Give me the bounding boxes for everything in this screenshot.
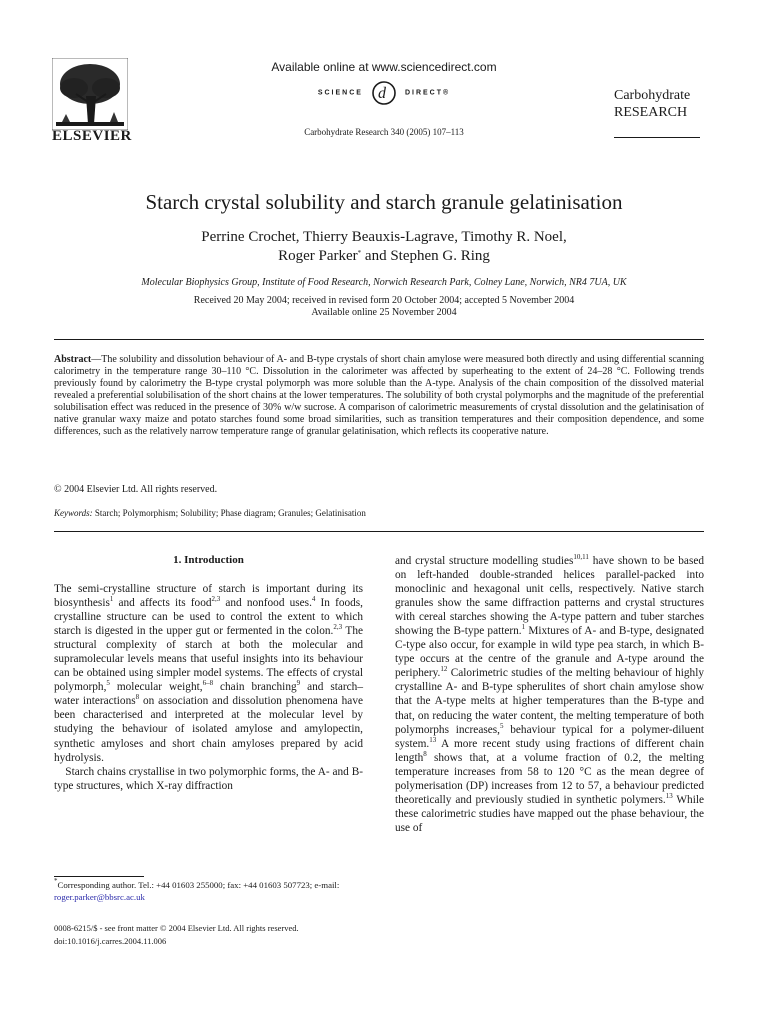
intro-paragraph-1 — [54, 582, 363, 765]
journal-citation: Carbohydrate Research 340 (2005) 107–113 — [304, 127, 464, 137]
citation-ref[interactable]: 2,3 — [333, 623, 343, 632]
authors-line-2 — [0, 248, 768, 265]
available-online-notice: Available online at www.sciencedirect.com — [271, 60, 497, 74]
citation-ref[interactable]: 5 — [499, 721, 504, 730]
paragraph-text-run: Mixtures of A- and B-type, designated C-type also occur, for example in wild type pea starch, in which B-type occurs at the centre of the granule and A-type around the periphery. — [395, 625, 704, 680]
paragraph-text-run: While these calorimetric studies have mapped out the phase behaviour, the use of — [395, 793, 704, 834]
citation-ref[interactable]: 10,11 — [573, 553, 589, 561]
abstract — [54, 354, 704, 438]
received-dates: Received 20 May 2004; received in revised form 20 October 2004; accepted 5 November 2004 — [193, 295, 575, 306]
corresponding-mark: * — [357, 249, 362, 257]
paragraph-text-run: and crystal structure modelling studies — [395, 555, 574, 567]
footnote-text: Corresponding author. Tel.: +44 01603 255000; fax: +44 01603 507723; e-mail: — [57, 880, 340, 890]
paragraph-text-run: on association and dissolution phenomena have been characterised and interpreted at the molecular level by studying the behaviour of isolated amylose and amylopectin, synthetic amyloses and short chain amyloses prepared by acid hydrolysis. — [54, 695, 363, 764]
paragraph-text-run: shows that, at a volume fraction of 0.2, the melting temperature increases from 58 to 120 °C as the mean degree of polymerisation (DP) increases from 12 to 57, a behaviour predicted theoretically and previously studied in synthetic polymers. — [395, 751, 704, 806]
footnote-mark: * — [54, 877, 58, 885]
paragraph-text-run: The structural complexity of starch at both the molecular and supramolecular levels means that useful insights into its behaviour can be obtained using simpler model systems. The effects of crystal polymorph, — [54, 625, 363, 694]
citation-ref[interactable]: 9 — [296, 679, 301, 688]
intro-paragraph-2: Starch chains crystallise in two polymorphic forms, the A- and B-type structures, which X-ray diffraction — [54, 765, 363, 792]
svg-text:d: d — [377, 85, 386, 102]
paragraph-text-run: Calorimetric studies of the melting behaviour of highly crystalline A- and B-type spherulites of short chain amylose show that the A-type melts at higher temperatures than the B-type and that, on reducing the water content, the melting temperature of both polymorphs increases, — [395, 667, 704, 736]
paragraph-text-run: molecular weight, — [109, 681, 203, 694]
journal-name — [614, 87, 690, 121]
footnote-rule — [54, 876, 144, 877]
publisher-name: ELSEVIER — [52, 128, 132, 144]
citation-ref[interactable]: 1 — [109, 595, 114, 604]
citation-ref[interactable]: 13 — [665, 791, 673, 800]
author-email-link[interactable]: roger.parker@bbsrc.ac.uk — [54, 891, 145, 902]
journal-name-line2: RESEARCH — [614, 105, 688, 120]
citation-ref[interactable]: 12 — [440, 665, 448, 674]
citation-ref[interactable]: 1 — [521, 623, 526, 632]
section-heading: 1. Introduction — [173, 554, 244, 566]
citation-ref[interactable]: 8 — [423, 749, 427, 758]
abstract-copyright: © 2004 Elsevier Ltd. All rights reserved. — [54, 484, 218, 495]
corresponding-author-footnote — [54, 877, 363, 903]
paragraph-text-run: have shown to be based on left-handed double-stranded helices parallel-packed into monoclinic and hexagonal unit cells, respectively. Native starch granules show the same diffraction patterns and crystal structures with cereal starches showing the A-type pattern and tuber starches showing the B-type pattern. — [395, 555, 705, 638]
citation-ref[interactable]: 5 — [106, 679, 110, 688]
keywords-text: Starch; Polymorphism; Solubility; Phase diagram; Granules; Gelatinisation — [92, 508, 366, 518]
paragraph-text-run: In foods, crystalline structure can be used to control the extent to which starch is digested in the upper gut or fermented in the colon. — [54, 597, 363, 638]
citation-ref[interactable]: 13 — [429, 735, 437, 744]
doi-line: doi:10.1016/j.carres.2004.11.006 — [54, 936, 167, 946]
journal-name-line1: Carbohydrate — [614, 88, 691, 103]
registered-mark: ® — [443, 89, 451, 97]
keywords — [54, 508, 366, 518]
abstract-top-rule — [54, 339, 704, 340]
article-title: Starch crystal solubility and starch granule gelatinisation — [145, 190, 623, 214]
paragraph-text-run: chain branching — [213, 681, 297, 694]
author-affiliation: Molecular Biophysics Group, Institute of Food Research, Norwich Research Park, Colney Lane, Norwich, NR4 7UA, UK — [141, 277, 627, 288]
paragraph-text-run: The semi-crystalline structure of starch is important during its biosynthesis — [54, 583, 363, 610]
abstract-label: Abstract — [54, 354, 92, 365]
paragraph-text-run: behaviour typical for a polymer-diluent system. — [395, 723, 705, 750]
keywords-bottom-rule — [54, 531, 704, 532]
sciencedirect-at-icon — [369, 80, 399, 106]
paragraph-text-run: and starch–water interactions — [54, 681, 363, 708]
author-corresponding: Roger Parker — [278, 248, 358, 264]
author-last: and Stephen G. Ring — [361, 248, 490, 264]
authors-line-1: Perrine Crochet, Thierry Beauxis-Lagrave, Timothy R. Noel, — [201, 229, 567, 245]
citation-ref[interactable]: 2,3 — [211, 595, 221, 604]
intro-paragraph-continued — [395, 554, 704, 835]
available-online-date: Available online 25 November 2004 — [311, 307, 457, 318]
sciencedirect-left-word: SCIENCE — [317, 89, 363, 97]
paragraph-text-run: and nonfood uses. — [220, 597, 312, 610]
sciencedirect-right-word: DIRECT — [404, 89, 443, 97]
paragraph-text-run: A more recent study using fractions of different chain length — [395, 737, 704, 764]
journal-name-rule — [614, 137, 700, 138]
paragraph-text-run: and affects its food — [113, 597, 212, 610]
abstract-text: —The solubility and dissolution behaviour of A- and B-type crystals of short chain amylose were measured both directly and using differential scanning calorimetry in the temperature range 30–110 °C. Dissolution in the calorimeter was affected by superheating to the extent of 24–28 °C. Following trends previously found by calorimetry the B-type crystal polymorph was more soluble than the A-type. Analysis of the chain composition of the dissolved material revealed a preferential solubilisation of the short chains at the lower temperatures. The solubility of both crystal polymorphs and the magnitude of the preferential solubilisation effect was reduced in the presence of 30% w/w sucrose. A comparison of calorimetric measurements of crystal dissolution and the gelatinisation of native granular waxy maize and potato starches found some broad similarities, such as transition temperatures and their composition dependence, and some differences, such as the relatively narrow temperature range of granular gelatinisation, which reflects its cooperative nature. — [54, 354, 704, 437]
citation-ref[interactable]: 4 — [311, 595, 316, 604]
left-column — [54, 582, 363, 793]
keywords-label: Keywords: — [54, 508, 93, 518]
citation-ref[interactable]: 8 — [135, 693, 140, 702]
issn-line: 0008-6215/$ - see front matter © 2004 Elsevier Ltd. All rights reserved. — [54, 923, 299, 933]
right-column — [395, 554, 704, 835]
citation-ref[interactable]: 6–8 — [202, 679, 214, 688]
